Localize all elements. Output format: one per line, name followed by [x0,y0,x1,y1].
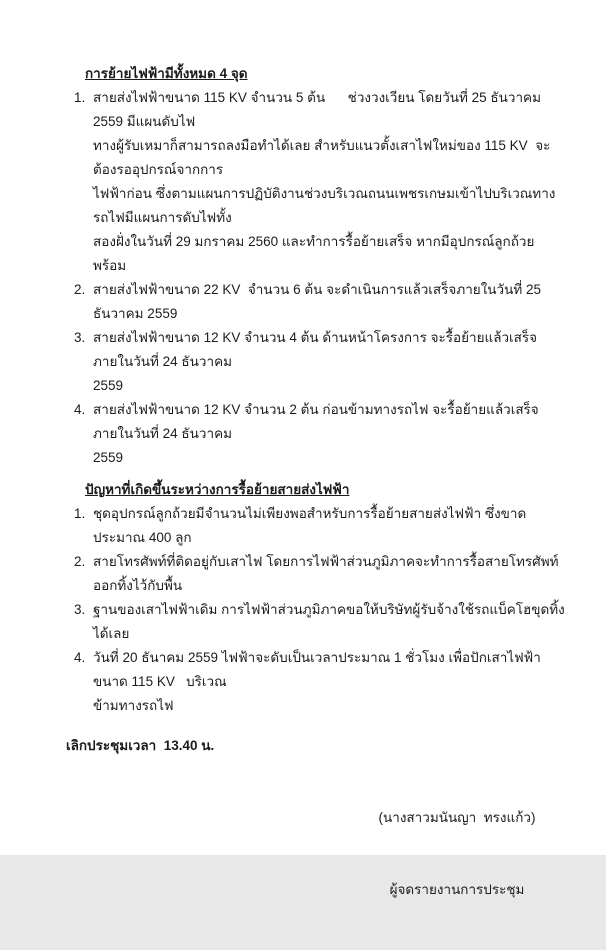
list-item-line: สองฝั่งในวันที่ 29 มกราคม 2560 และทำการรื้อย้ายเสร็จ หากมีอุปกรณ์ลูกถ้วยพร้อม [93,234,535,273]
list-item-line: สายส่งไฟฟ้าขนาด 115 KV จำนวน 5 ต้น ช่วงวงเวียน โดยวันที่ 25 ธันวาคม 2559 มีแผนดับไฟ [93,90,545,129]
list-item-text [93,598,565,646]
list-item [0,598,606,646]
list-item-text [93,398,565,470]
list-item-line: 2559 [93,378,124,393]
problems-list [0,502,606,718]
list-item-text [93,86,565,278]
section-heading-relocation: การย้ายไฟฟ้ามีทั้งหมด 4 จุด [85,66,248,81]
list-item-line: วันที่ 20 ธันาคม 2559 ไฟฟ้าจะดับเป็นเวลาประมาณ 1 ชั่วโมง เพื่อปักเสาไฟฟ้าขนาด 115 KV บริเวณ [93,650,541,689]
list-item [0,278,606,326]
list-item-number: 1. [74,90,86,105]
signature-name: (นางสาวมนันญา ทรงแก้ว) [378,810,536,825]
signature-block [374,758,540,950]
signature-role: ผู้จดรายงานการประชุม [389,882,525,897]
list-item-text [93,278,565,326]
list-item [0,86,606,278]
section-heading-problems: ปัญหาที่เกิดขึ้นระหว่างการรื้อย้ายสายส่งไฟฟ้า [85,482,350,497]
list-item-text [93,326,565,398]
section-problems [0,478,606,718]
list-item-line: ชุดอุปกรณ์ลูกถ้วยมีจำนวนไม่เพียงพอสำหรับการรื้อย้ายสายส่งไฟฟ้า ซึ่งขาดประมาณ 400 ลูก [93,506,527,545]
list-item [0,398,606,470]
list-item-line: สายส่งไฟฟ้าขนาด 22 KV จำนวน 6 ต้น จะดำเนินการแล้วเสร็จภายในวันที่ 25 ธันวาคม 2559 [93,282,545,321]
list-item-line: ไฟฟ้าก่อน ซึ่งตามแผนการปฏิบัติงานช่วงบริเวณถนนเพชรเกษมเข้าไปบริเวณทางรถไฟมีแผนการดับไฟทั้ง [93,186,556,225]
list-item-text [93,646,565,718]
section-power-relocation [0,62,606,470]
list-item-text [93,502,565,550]
list-item-line: 2559 [93,450,124,465]
list-item-number: 4. [74,402,86,417]
list-item-number: 3. [74,330,86,345]
list-item-line: สายส่งไฟฟ้าขนาด 12 KV จำนวน 4 ต้น ด้านหน้าโครงการ จะรื้อย้ายแล้วเสร็จภายในวันที่ 24 ธันวาคม [93,330,538,369]
list-item [0,502,606,550]
list-item-number: 1. [74,506,86,521]
list-item [0,646,606,718]
list-item-line: สายโทรศัพท์ที่ติดอยู่กับเสาไฟ โดยการไฟฟ้าส่วนภูมิภาคจะทำการรื้อสายโทรศัพท์ออกทิ้งไว้กับพื้น [93,554,559,593]
list-item-number: 2. [74,282,86,297]
meeting-adjourned-line: เลิกประชุมเวลา 13.40 น. [66,738,215,753]
list-item-number: 2. [74,554,86,569]
list-item-line: สายส่งไฟฟ้าขนาด 12 KV จำนวน 2 ต้น ก่อนข้ามทางรถไฟ จะรื้อย้ายแล้วเสร็จภายในวันที่ 24 ธันวาคม [93,402,539,441]
list-item-line: ข้ามทางรถไฟ [93,698,174,713]
list-item-text [93,550,565,598]
list-item [0,550,606,598]
relocation-list [0,86,606,470]
list-item-line: ฐานของเสาไฟฟ้าเดิม การไฟฟ้าส่วนภูมิภาคขอให้บริษัทผู้รับจ้างใช้รถแบ็คโฮขุดทิ้งได้เลย [93,602,565,641]
list-item [0,326,606,398]
list-item-number: 4. [74,650,86,665]
list-item-line: ทางผู้รับเหมาก็สามารถลงมือทำได้เลย สำหรับแนวตั้งเสาไฟใหม่ของ 115 KV จะต้องรออุปกรณ์จากการ [93,138,551,177]
list-item-number: 3. [74,602,86,617]
